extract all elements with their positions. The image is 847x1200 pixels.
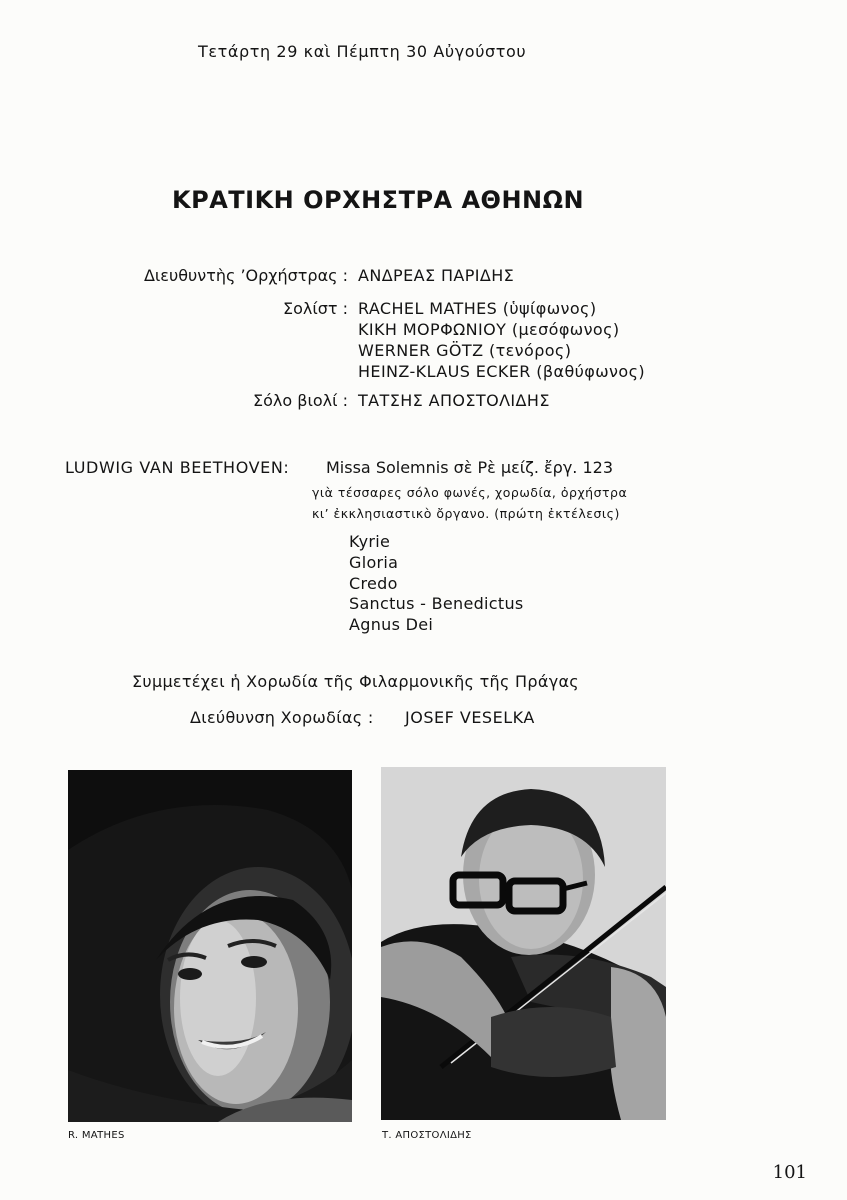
soloist-item: ΚΙΚΗ ΜΟΡΦΩΝΙΟΥ (μεσόφωνος) <box>358 320 620 339</box>
chorus-director-value: JOSEF VESELKA <box>405 708 535 727</box>
soloist-item: RACHEL MATHES (ὑψίφωνος) <box>358 299 597 318</box>
movement-item: Sanctus - Benedictus <box>349 594 524 613</box>
soloists-label: Σολίστ : <box>282 299 348 318</box>
movement-item: Credo <box>349 574 398 593</box>
soloist-item: WERNER GÖTZ (τενόρος) <box>358 341 572 360</box>
composer-name: LUDWIG VAN BEETHOVEN: <box>65 458 290 477</box>
page-title: ΚΡΑΤΙΚΗ ΟΡΧΗΣΤΡΑ ΑΘΗΝΩΝ <box>172 186 585 214</box>
concert-date: Τετάρτη 29 καὶ Πέμπτη 30 Αὐγούστου <box>198 42 527 61</box>
photo-caption-right: Τ. ΑΠΟΣΤΟΛΙΔΗΣ <box>382 1130 472 1141</box>
photo-caption-left: R. MATHES <box>68 1130 125 1141</box>
soloist-item: HEINZ-KLAUS ECKER (βαθύφωνος) <box>358 362 645 381</box>
page-number: 101 <box>772 1162 807 1183</box>
solo-violin-label: Σόλο βιολί : <box>252 391 348 410</box>
movement-item: Kyrie <box>349 532 391 551</box>
chorus-participation: Συμμετέχει ἡ Χορωδία τῆς Φιλαρμονικῆς τῆς Πράγας <box>132 672 580 691</box>
work-description: γιὰ τέσσαρες σόλο φωνές, χορωδία, ὀρχήστρα <box>312 485 628 500</box>
movement-item: Agnus Dei <box>349 615 434 634</box>
portrait-photo-apostolidis <box>381 767 666 1120</box>
solo-violin-value: ΤΑΤΣΗΣ ΑΠΟΣΤΟΛΙΔΗΣ <box>358 391 550 410</box>
work-description: κι’ ἐκκλησιαστικὸ ὄργανο. (πρώτη ἐκτέλεσις) <box>312 506 620 521</box>
chorus-director-label: Διεύθυνση Χορωδίας : <box>190 708 374 727</box>
work-title: Missa Solemnis σὲ Ρὲ μείζ. ἔργ. 123 <box>326 458 613 477</box>
conductor-value: ΑΝΔΡΕΑΣ ΠΑΡΙΔΗΣ <box>358 266 515 285</box>
movement-item: Gloria <box>349 553 399 572</box>
conductor-label: Διευθυντὴς ’Ορχήστρας : <box>143 266 348 285</box>
portrait-photo-mathes <box>68 770 352 1122</box>
